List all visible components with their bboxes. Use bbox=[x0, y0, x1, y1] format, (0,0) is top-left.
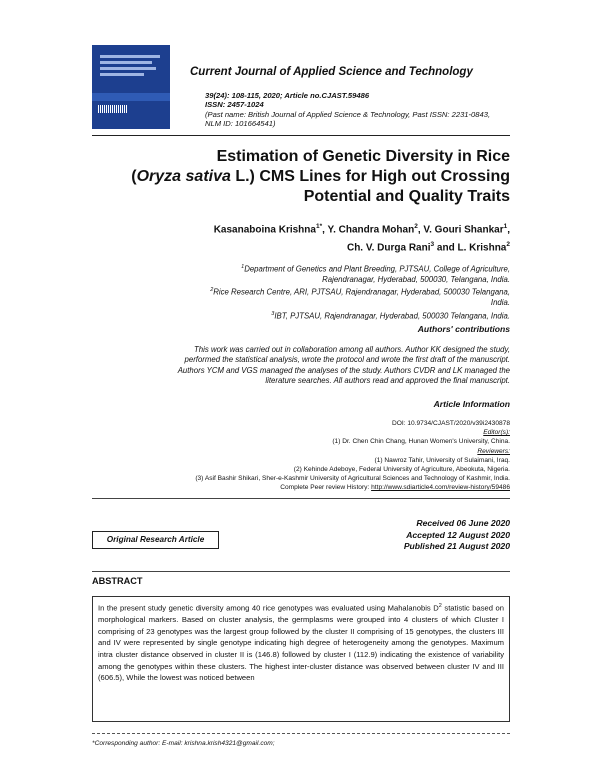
affiliations: $^1$Department of Genetics and Plant Breeding, PJTSAU, College of Agriculture, Rajendranagar, Hyderabad, 500030, Telangana, India. $^2$Rice Research Centre, ARI, PJTSAU, Rajendranagar, Hyderabad, 500030 Telangana, India. $^3$IBT, PJTSAU, Rajendranagar, Hyderabad, 500030 Telangana, India. bbox=[130, 262, 510, 322]
cover-title-line bbox=[100, 61, 152, 64]
corresponding-author-footnote: *Corresponding author: E-mail: krishna.krish4321@gmail.com; bbox=[92, 740, 275, 747]
published-date: Published 21 August 2020 bbox=[403, 541, 510, 551]
doi: DOI: 10.9734/CJAST/2020/v39i2430878 bbox=[391, 420, 510, 427]
contributions-text: This work was carried out in collaboration among all authors. Author KK designed the study, performed the statistical analysis, wrote the protocol and wrote the first draft of the manuscript. Authors YCM and VGS managed the analyses of the study. Authors CVDR and LK managed the literature searches. All authors read and approved the final manuscript. bbox=[177, 345, 510, 386]
nlm-id: NLM ID: 101664541) bbox=[205, 119, 276, 129]
author: Ch. V. Durga Rani bbox=[346, 242, 431, 254]
affiliation: $^2$Rice Research Centre, ARI, PJTSAU, Rajendranagar, Hyderabad, 500030 Telangana, bbox=[210, 287, 510, 297]
author-list: Kasanaboina Krishna$^{1*}$, Y. Chandra Mohan$^2$, V. Gouri Shankar$^1$, Ch. V. Durga Rani$^3$ and L. Krishna$^2$ bbox=[213, 223, 510, 254]
contributions-heading: Authors' contributions bbox=[417, 324, 510, 334]
received-date: Received 06 June 2020 bbox=[416, 518, 510, 528]
review-history-link[interactable]: http://www.sdiarticle4.com/review-history/59486 bbox=[371, 484, 510, 492]
history-label: Complete Peer review History: bbox=[280, 484, 372, 492]
former-name: (Past name: British Journal of Applied Science & Technology, Past ISSN: 2231-0843, bbox=[205, 109, 491, 119]
cover-title-line bbox=[100, 55, 160, 58]
journal-meta bbox=[205, 91, 490, 129]
article-info-heading: Article Information bbox=[433, 399, 510, 409]
accepted-date: Accepted 12 August 2020 bbox=[406, 529, 510, 540]
author: , V. Gouri Shankar bbox=[417, 224, 504, 236]
barcode-icon bbox=[98, 105, 128, 113]
article-dates bbox=[404, 518, 510, 553]
info-divider bbox=[92, 498, 510, 499]
journal-cover-image bbox=[92, 45, 170, 129]
article-info bbox=[80, 419, 510, 493]
paper-title: Estimation of Genetic Diversity in Rice (Oryza sativa L.) CMS Lines for High out Crossing Potential and Quality Traits bbox=[131, 148, 510, 205]
affiliation: $^3$IBT, PJTSAU, Rajendranagar, Hyderabad, 500030 Telangana, India. bbox=[271, 310, 510, 321]
author: and L. Krishna bbox=[434, 242, 507, 254]
footnote-divider bbox=[92, 733, 510, 734]
article-type-badge: Original Research Article bbox=[92, 531, 219, 549]
header-divider bbox=[92, 135, 510, 136]
editor: (1) Dr. Chen Chin Chang, Hunan Women's University, China. bbox=[332, 438, 510, 446]
issn: ISSN: 2457-1024 bbox=[205, 100, 264, 110]
reviewer: (1) Nawroz Tahir, University of Sulaimani, Iraq. bbox=[374, 456, 510, 464]
author: , Y. Chandra Mohan bbox=[322, 224, 415, 236]
cover-title-line bbox=[100, 67, 156, 70]
author: Kasanaboina Krishna bbox=[213, 224, 316, 236]
journal-name: Current Journal of Applied Science and Technology bbox=[190, 66, 473, 78]
reviewer: (2) Kehinde Adeboye, Federal University of Agriculture, Abeokuta, Nigeria. bbox=[293, 466, 510, 474]
reviewer: (3) Asif Bashir Shikari, Sher-e-Kashmir University of Agricultural Sciences and Technology of Kashmir, India. bbox=[195, 475, 510, 483]
abstract-divider bbox=[92, 571, 510, 572]
affiliation: $^1$Department of Genetics and Plant Breeding, PJTSAU, College of Agriculture, bbox=[241, 264, 510, 274]
cover-band bbox=[92, 93, 170, 101]
abstract-box bbox=[92, 596, 510, 722]
species-name: Oryza sativa bbox=[136, 168, 231, 185]
abstract-heading: ABSTRACT bbox=[92, 576, 143, 586]
cover-title-line bbox=[100, 73, 144, 76]
reviewers-label: Reviewers: bbox=[477, 447, 510, 455]
citation: 39(24): 108-115, 2020; Article no.CJAST.59486 bbox=[205, 91, 370, 100]
abstract-text: In the present study genetic diversity among 40 rice genotypes was evaluated using Mahalanobis $D^2$ statistic based on morphological markers. Based on cluster analysis, the germplasms were grouped into 4 clusters of which Cluster I comprising of 23 genotypes was the largest group followed by the cluster II comprising of 15 genotypes, the clusters III and IV were represented by single genotype indicating high degree of heterogeneity among the genotypes. Maximum intra cluster distance observed in cluster II is (146.8) followed by cluster I (112.9) indicating the existence of variability among the genotypes within these clusters. The highest inter-cluster distance was observed between cluster IV and III (606.5), While the lowest was noticed between bbox=[98, 603, 504, 683]
editors-label: Editor(s): bbox=[483, 429, 510, 437]
